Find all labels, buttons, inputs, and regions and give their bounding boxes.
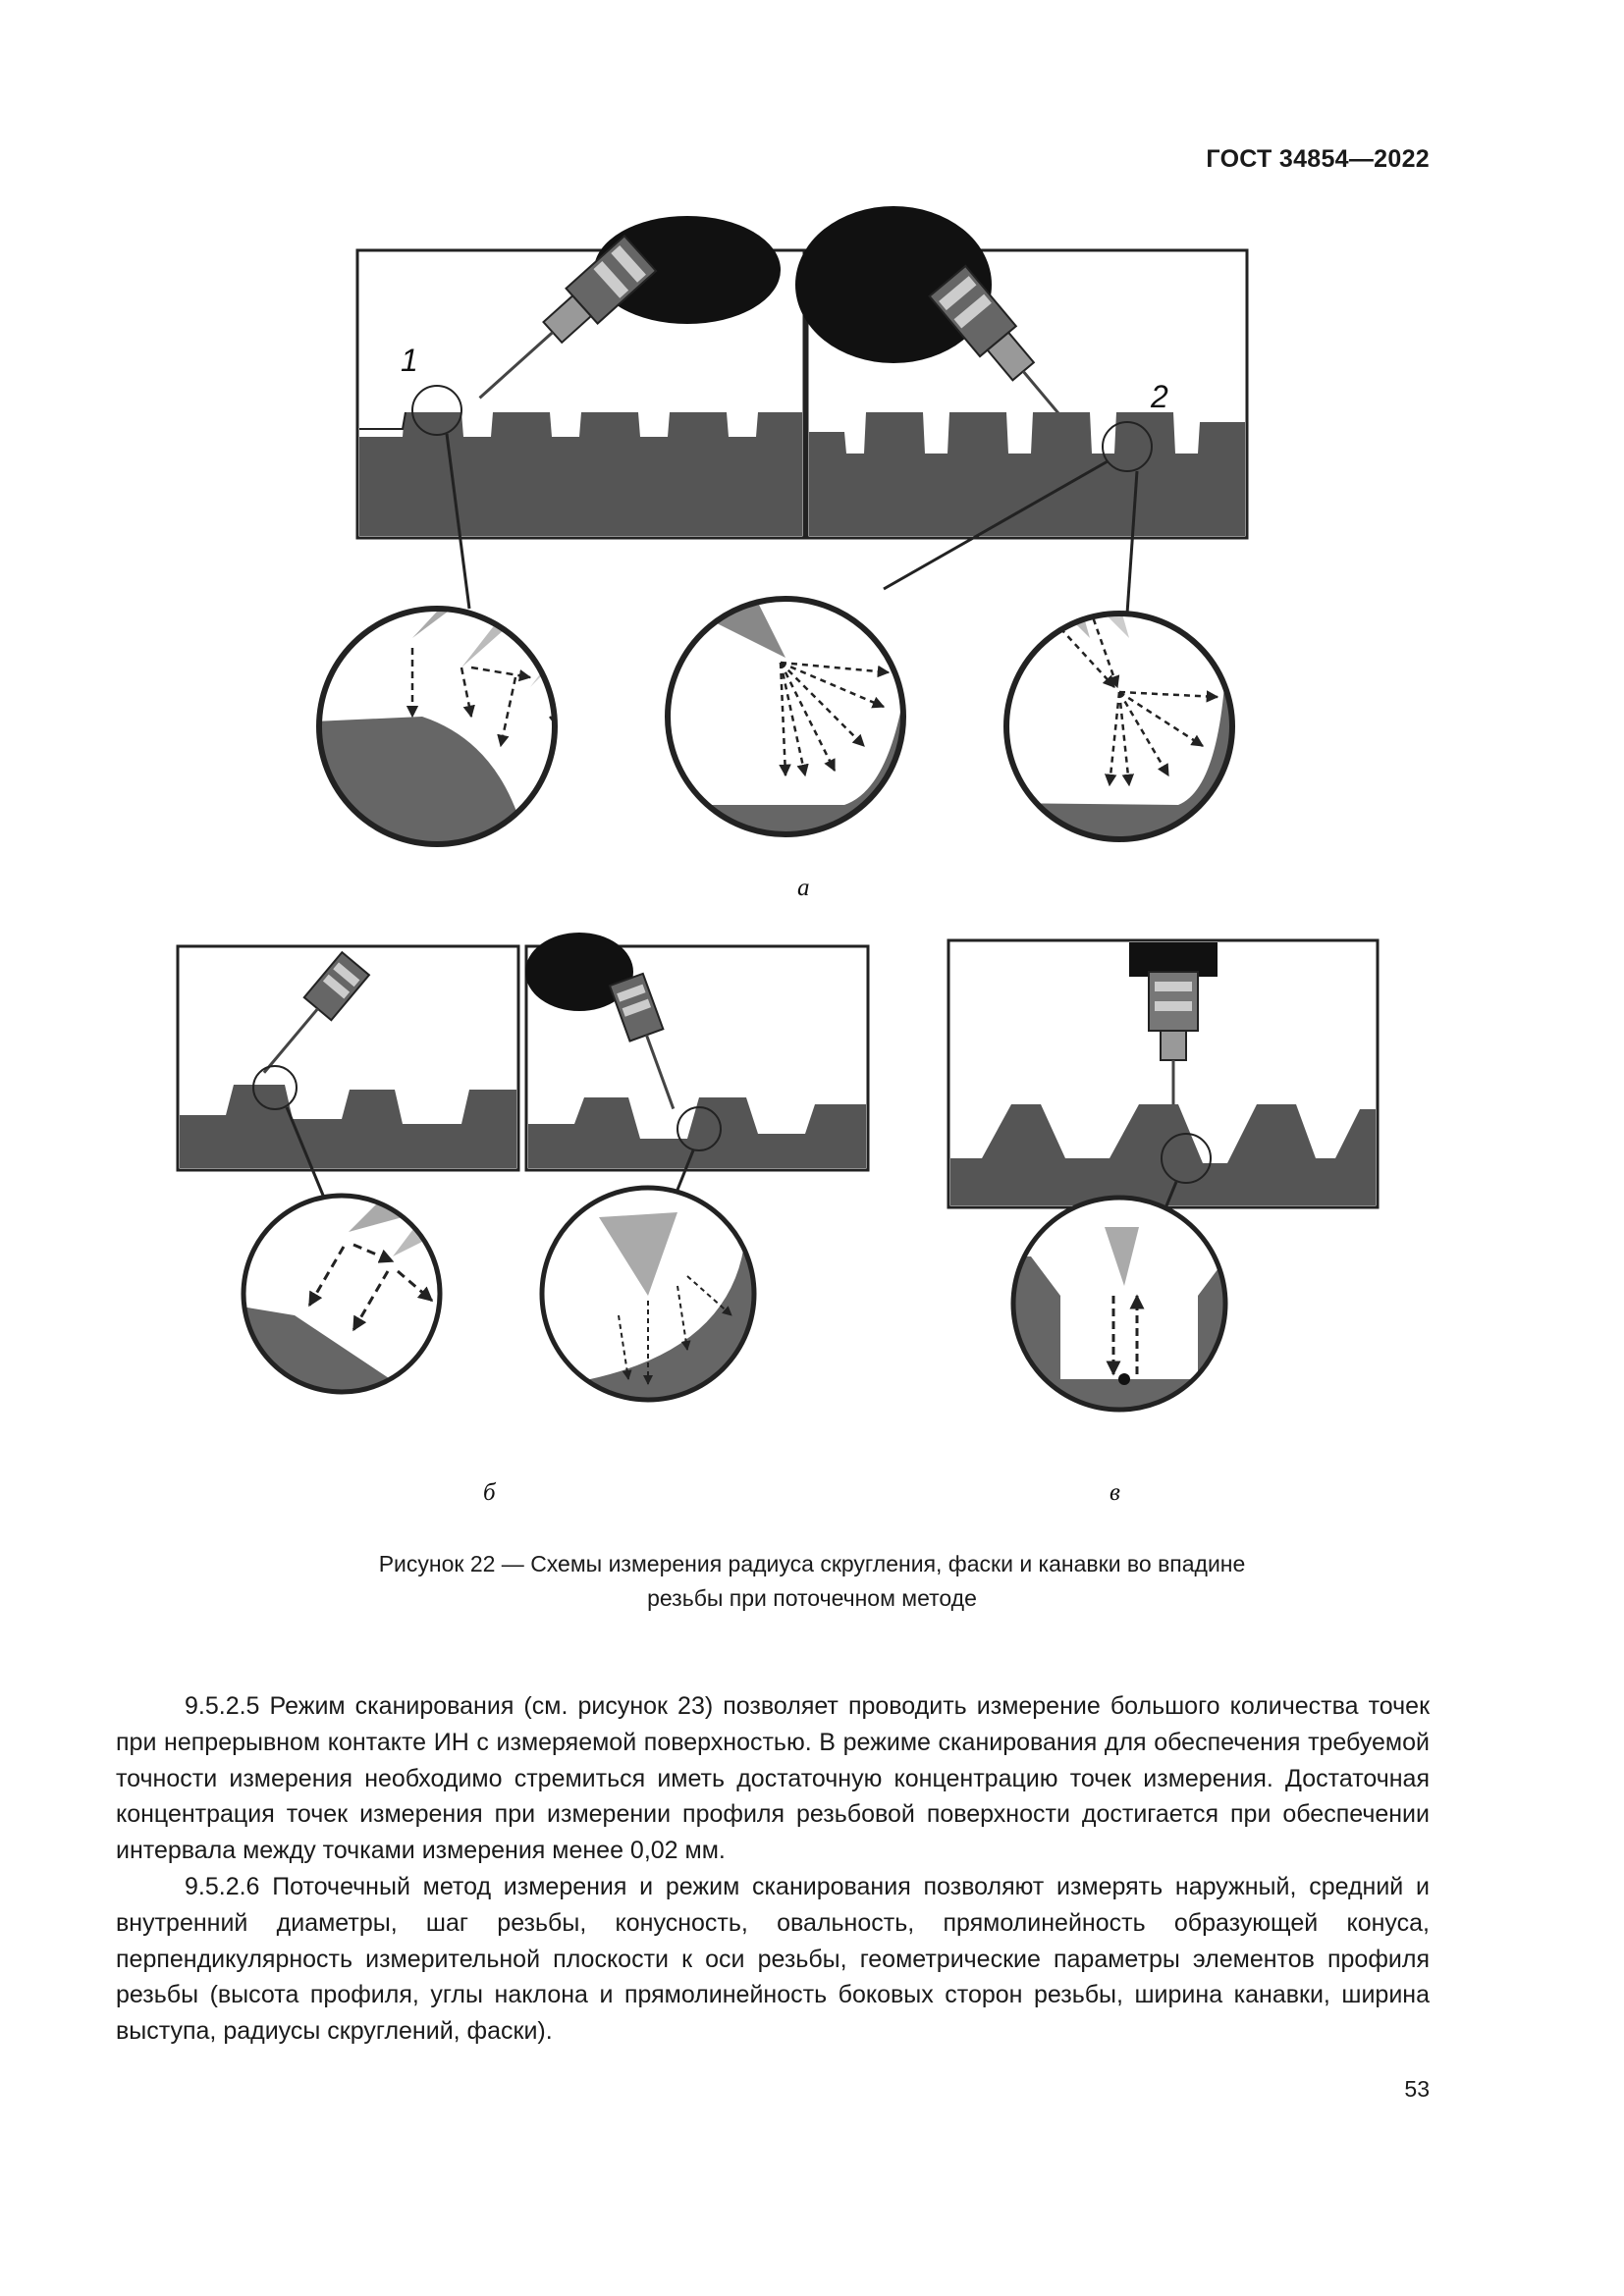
panel-a-right [795, 206, 1247, 538]
panel-v [948, 940, 1378, 1207]
zoom-circle-v [1011, 1198, 1237, 1414]
panel-a-left [357, 216, 804, 538]
page-number: 53 [1404, 2076, 1430, 2102]
panel-b-left [178, 946, 518, 1170]
body-text [116, 1688, 1430, 2050]
label-b: б [483, 1479, 496, 1506]
label-a: а [797, 875, 810, 901]
document-header: ГОСТ 34854—2022 [1206, 145, 1430, 173]
zoom-circle-b1 [236, 1196, 440, 1394]
callout-2: 2 [1151, 379, 1168, 414]
figure-caption [245, 1547, 1379, 1616]
caption-line-2: резьбы при поточечном методе [647, 1585, 977, 1611]
caption-line-1: Рисунок 22 — Схемы измерения радиуса скругления, фаски и канавки во впадине [378, 1551, 1246, 1576]
callout-1: 1 [401, 343, 418, 378]
label-v: в [1110, 1479, 1120, 1506]
panel-b-right [525, 933, 868, 1170]
zoom-circle-b2 [542, 1188, 766, 1414]
zoom-circle-a1 [314, 574, 599, 864]
paragraph: 9.5.2.6 Поточечный метод измерения и режим сканирования позволяют измерять наружный, средний и внутренний диаметры, шаг резьбы, конусность, овальность, прямолинейность образующей конуса, перпендикулярность измерительной плоскости к оси резьбы, геометрические параметры элементов профиля резьбы (высота профиля, углы наклона и прямолинейность боковых сторон резьбы, ширина канавки, ширина выступа, радиусы скруглений, фаски). [116, 1872, 1430, 2046]
zoom-circle-a2 [668, 579, 943, 864]
paragraph: 9.5.2.5 Режим сканирования (см. рисунок 23) позволяет проводить измерение большого количества точек при непрерывном контакте ИН с измеряемой поверхностью. В режиме сканирования для обеспечения требуемой точности измерения необходимо стремиться иметь достаточную концентрацию точек измерения. Достаточная концентрация точек измерения при измерении профиля резьбовой поверхности достигается при обеспечении интервала между точками измерения менее 0,02 мм. [116, 1692, 1430, 1865]
zoom-circle-a3 [1001, 569, 1257, 864]
